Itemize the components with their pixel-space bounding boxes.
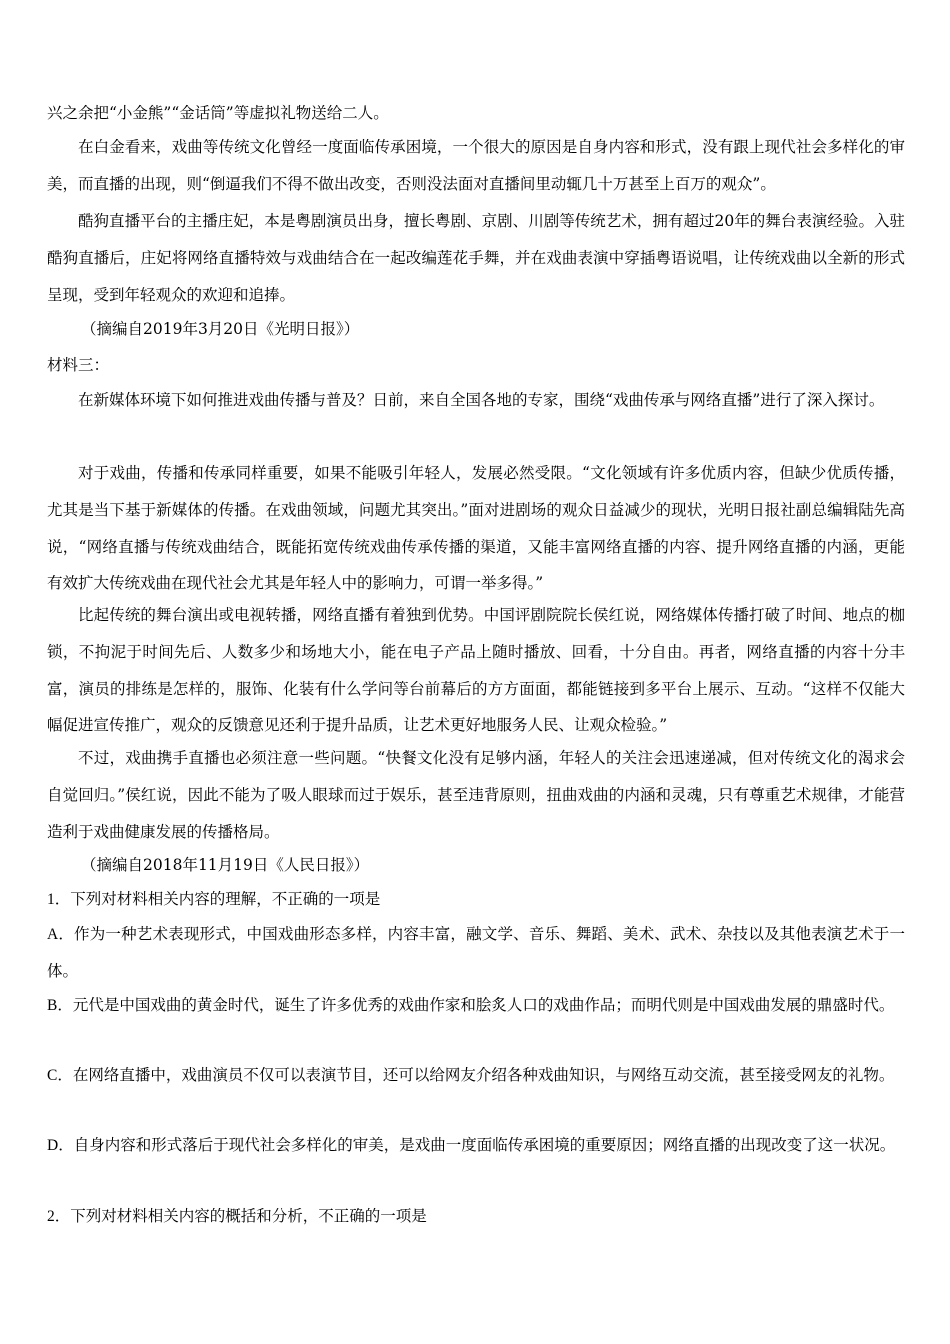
question-1-option-b: B．元代是中国戏曲的黄金时代，诞生了许多优秀的戏曲作家和脍炙人口的戏曲作品；而明代则是中国戏曲发展的鼎盛时代。 — [47, 997, 895, 1014]
question-2: 2．下列对材料相关内容的概括和分析，不正确的一项是 — [47, 1208, 427, 1225]
paragraph-m3-intro: 在新媒体环境下如何推进戏曲传播与普及？日前，来自全国各地的专家，围绕“戏曲传承与网络直播”进行了深入探讨。 — [78, 391, 885, 409]
question-1-option-a: A．作为一种艺术表现形式，中国戏曲形态多样，内容丰富，融文学、音乐、舞蹈、美术、武术、杂技以及其他表演艺术于一体。 — [47, 926, 905, 980]
source-citation-renmin: （摘编自2018年11月19日《人民日报》） — [81, 856, 370, 874]
paragraph-m3-hou: 比起传统的舞台演出或电视转播，网络直播有着独到优势。中国评剧院院长侯红说，网络媒体传播打破了时间、地点的枷锁，不拘泥于时间先后、人数多少和场地大小，能在电子产品上随时播放、回看，十分自由。再者，网络直播的内容十分丰富，演员的排练是怎样的，服饰、化装有什么学问等台前幕后的方方面面，都能链接到多平台上展示、互动。“这样不仅能大幅促进宣传推广，观众的反馈意见还利于提升品质，让艺术更好地服务人民、让观众检验。” — [47, 606, 905, 735]
source-citation-guangming: （摘编自2019年3月20日《光明日报》） — [81, 320, 360, 338]
question-1: 1．下列对材料相关内容的理解，不正确的一项是 — [47, 891, 381, 908]
question-1-option-c: C．在网络直播中，戏曲演员不仅可以表演节目，还可以给网友介绍各种戏曲知识，与网络互动交流，甚至接受网友的礼物。 — [47, 1067, 895, 1084]
material-three-label: 材料三： — [47, 356, 110, 374]
question-1-option-d: D．自身内容和形式落后于现代社会多样化的审美，是戏曲一度面临传承困境的重要原因；网络直播的出现改变了这一状况。 — [47, 1137, 896, 1154]
paragraph-m3-lu: 对于戏曲，传播和传承同样重要，如果不能吸引年轻人，发展必然受限。“文化领域有许多优质内容，但缺少优质传播，尤其是当下基于新媒体的传播。在戏曲领域，问题尤其突出。”面对进剧场的观众日益减少的现状，光明日报社副总编辑陆先高说，“网络直播与传统戏曲结合，既能拓宽传统戏曲传承传播的渠道，又能丰富网络直播的内容、提升网络直播的内涵，更能有效扩大传统戏曲在现代社会尤其是年轻人中的影响力，可谓一举多得。” — [47, 464, 905, 593]
paragraph-continued: 兴之余把“小金熊”“金话筒”等虚拟礼物送给二人。 — [47, 104, 389, 122]
paragraph-zhuangfei: 酷狗直播平台的主播庄妃，本是粤剧演员出身，擅长粤剧、京剧、川剧等传统艺术，拥有超过20年的舞台表演经验。入驻酷狗直播后，庄妃将网络直播特效与戏曲结合在一起改编莲花手舞，并在戏曲表演中穿插粤语说唱，让传统戏曲以全新的形式呈现，受到年轻观众的欢迎和追捧。 — [47, 212, 905, 304]
paragraph-baijin: 在白金看来，戏曲等传统文化曾经一度面临传承困境，一个很大的原因是自身内容和形式，没有跟上现代社会多样化的审美，而直播的出现，则“倒逼我们不得不做出改变，否则没法面对直播间里动辄几十万甚至上百万的观众”。 — [47, 138, 905, 193]
paragraph-m3-caution: 不过，戏曲携手直播也必须注意一些问题。“快餐文化没有足够内涵，年轻人的关注会迅速递减，但对传统文化的渴求会自觉回归。”侯红说，因此不能为了吸人眼球而过于娱乐，甚至违背原则，扭曲戏曲的内涵和灵魂，只有尊重艺术规律，才能营造利于戏曲健康发展的传播格局。 — [47, 749, 905, 841]
